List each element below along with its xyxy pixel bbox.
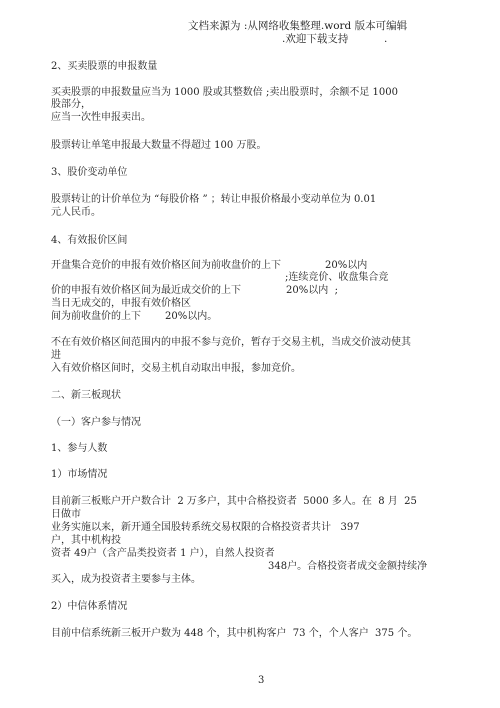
paragraph-line: 日做市 bbox=[51, 509, 81, 520]
paragraph-line: 价的申报有效价格区间为最近成交价的上下 bbox=[51, 285, 241, 296]
part-heading-new-third-board: 二、新三板现状 bbox=[51, 390, 121, 401]
paragraph-line: 业务实施以来，新开通全国股转系统交易权限的合格投资者共计 397 bbox=[51, 522, 360, 533]
section-heading-valid-range: 4、有效报价区间 bbox=[51, 235, 128, 246]
paragraph-line: 户，其中机构投 bbox=[51, 535, 121, 546]
subheading-client-participation: （一）客户参与情况 bbox=[51, 417, 141, 428]
paragraph-line: 股票转让单笔申报最大数量不得超过 100 万股。 bbox=[51, 140, 267, 151]
paragraph-line: 买卖股票的申报数量应当为 1000 股或其整数倍 ;卖出股票时，余额不足 1000 bbox=[51, 87, 398, 98]
paragraph-fragment: ;连续竞价、收盘集合竞 bbox=[285, 272, 389, 283]
paragraph-line: 开盘集合竞价的申报有效价格区间为前收盘价的上下 bbox=[51, 260, 281, 271]
header-dot: . bbox=[384, 33, 388, 45]
paragraph-line: 股票转让的计价单位为 “每股价格 ” ；转让申报价格最小变动单位为 0.01 bbox=[51, 194, 377, 205]
paragraph-line: 应当一次性申报卖出。 bbox=[51, 112, 151, 123]
header-source-line: 文档来源为 :从网络收集整理.word 版本可编辑 bbox=[188, 20, 408, 32]
section-heading-trade-quantity: 2、买卖股票的申报数量 bbox=[51, 61, 158, 72]
header-welcome-line: .欢迎下载支持 bbox=[282, 33, 349, 45]
item-heading-market: 1）市场情况 bbox=[51, 469, 108, 480]
paragraph-line: 不在有效价格区间范围内的申报不参与竞价，暂存于交易主机，当成交价波动使其 bbox=[51, 337, 411, 348]
paragraph-line: 入有效价格区间时，交易主机自动取出申报，参加竞价。 bbox=[51, 363, 301, 374]
page-number: 3 bbox=[258, 675, 265, 686]
paragraph-line: 目前新三板账户开户数合计 2 万多户，其中合格投资者 5000 多人。在 8 月 25 bbox=[51, 496, 417, 507]
paragraph-fragment: 20%以内 bbox=[325, 260, 368, 271]
paragraph-fragment: 348户。合格投资者成交金额持续净 bbox=[268, 561, 428, 572]
paragraph-line: 资者 49户（含产品类投资者 1 户），自然人投资者 bbox=[51, 548, 275, 559]
paragraph-line: 目前中信系统新三板开户数为 448 个，其中机构客户 73 个，个人客户 375 个。 bbox=[51, 628, 418, 639]
paragraph-line: 间为前收盘价的上下 bbox=[51, 311, 141, 322]
paragraph-line: 股部分， bbox=[51, 99, 91, 110]
paragraph-line: 元人民币。 bbox=[51, 207, 101, 218]
subheading-participant-count: 1、参与人数 bbox=[51, 443, 108, 454]
paragraph-line: 当日无成交的，申报有效价格区 bbox=[51, 298, 191, 309]
paragraph-fragment: 20%以内 ; bbox=[286, 285, 338, 296]
paragraph-fragment: 20%以内。 bbox=[165, 311, 218, 322]
item-heading-citic: 2）中信体系情况 bbox=[51, 601, 128, 612]
section-heading-price-unit: 3、股价变动单位 bbox=[51, 167, 128, 178]
paragraph-line: 进 bbox=[51, 350, 61, 361]
paragraph-line: 买入，成为投资者主要参与主体。 bbox=[51, 574, 201, 585]
